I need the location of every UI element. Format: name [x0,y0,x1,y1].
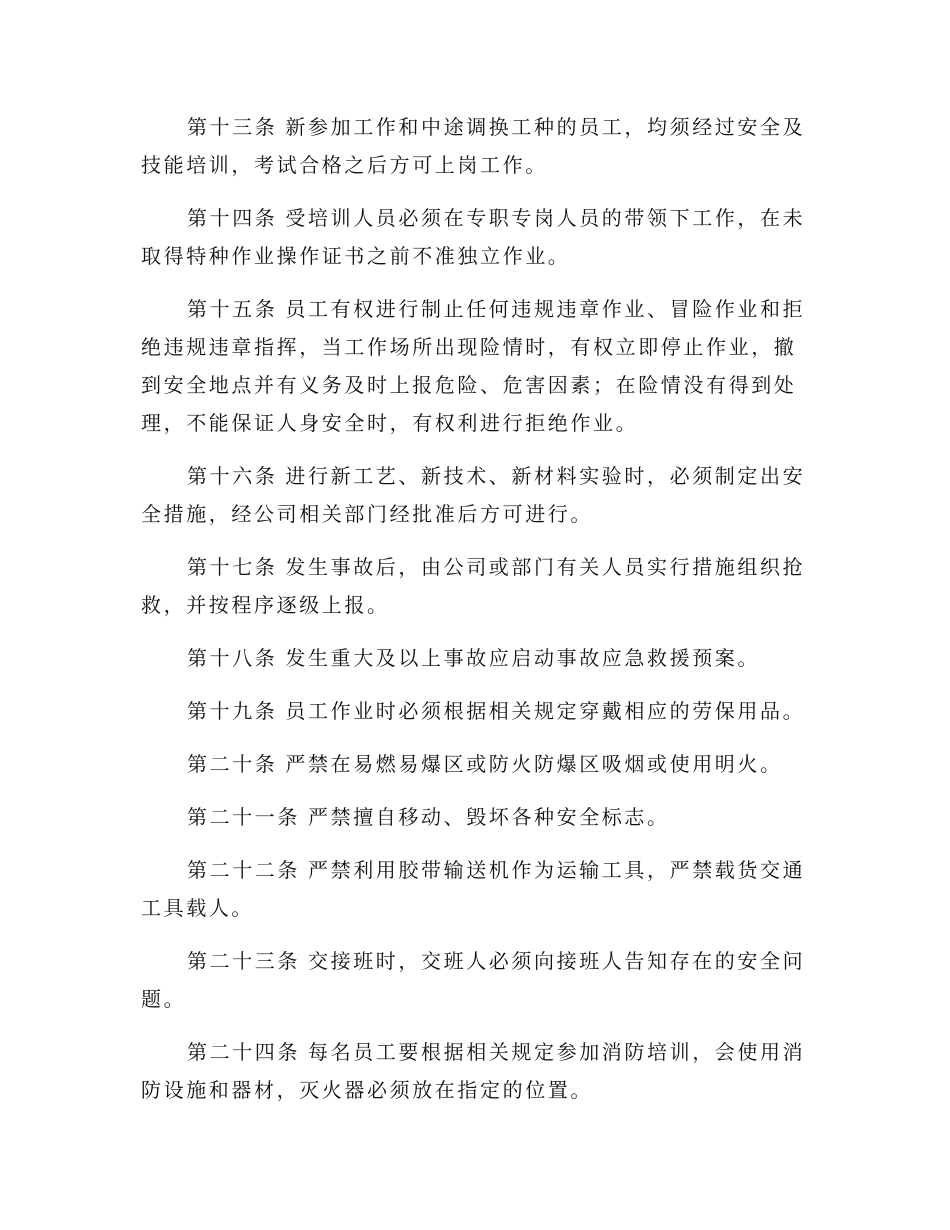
article-number: 第二十四条 [187,1040,300,1064]
article-18 [141,639,809,677]
article-number: 第十六条 [187,464,278,488]
article-number: 第二十条 [187,752,278,776]
article-text: 员工作业时必须根据相关规定穿戴相应的劳保用品。 [285,699,806,723]
article-20 [141,745,809,783]
article-15 [141,290,809,442]
article-text: 每名员工要根据相关规定参加消防培训，会使用消防设施和器材，灭火器必须放在指定的位置。 [141,1040,806,1102]
article-number: 第十七条 [187,555,278,579]
article-text: 新参加工作和中途调换工种的员工，均须经过安全及技能培训，考试合格之后方可上岗工作。 [141,115,806,177]
article-22 [141,851,809,927]
article-text: 交接班时，交班人必须向接班人告知存在的安全问题。 [141,949,806,1011]
document-body [141,108,809,1124]
article-number: 第十四条 [187,206,278,230]
article-number: 第十九条 [187,699,278,723]
article-number: 第十八条 [187,646,278,670]
article-text: 严禁擅自移动、毁坏各种安全标志。 [308,805,670,829]
article-23 [141,942,809,1018]
article-number: 第十五条 [187,297,278,321]
article-text: 受培训人员必须在专职专岗人员的带领下工作，在未取得特种作业操作证书之前不准独立作业。 [141,206,806,268]
article-text: 严禁利用胶带输送机作为运输工具，严禁载货交通工具载人。 [141,858,806,920]
article-text: 发生重大及以上事故应启动事故应急救援预案。 [285,646,761,670]
article-number: 第二十二条 [187,858,300,882]
article-13 [141,108,809,184]
article-14 [141,199,809,275]
article-24 [141,1033,809,1109]
article-number: 第二十一条 [187,805,300,829]
article-text: 员工有权进行制止任何违规违章作业、冒险作业和拒绝违规违章指挥，当工作场所出现险情时，有权立即停止作业，撤到安全地点并有义务及时上报危险、危害因素；在险情没有得到处理，不能保证人身安全时，有权利进行拒绝作业。 [141,297,806,435]
article-17 [141,548,809,624]
article-text: 严禁在易燃易爆区或防火防爆区吸烟或使用明火。 [285,752,783,776]
article-text: 进行新工艺、新技术、新材料实验时，必须制定出安全措施，经公司相关部门经批准后方可进行。 [141,464,806,526]
article-19 [141,692,809,730]
article-number: 第十三条 [187,115,278,139]
article-number: 第二十三条 [187,949,300,973]
article-text: 发生事故后，由公司或部门有关人员实行措施组织抢救，并按程序逐级上报。 [141,555,806,617]
article-16 [141,457,809,533]
article-21 [141,798,809,836]
